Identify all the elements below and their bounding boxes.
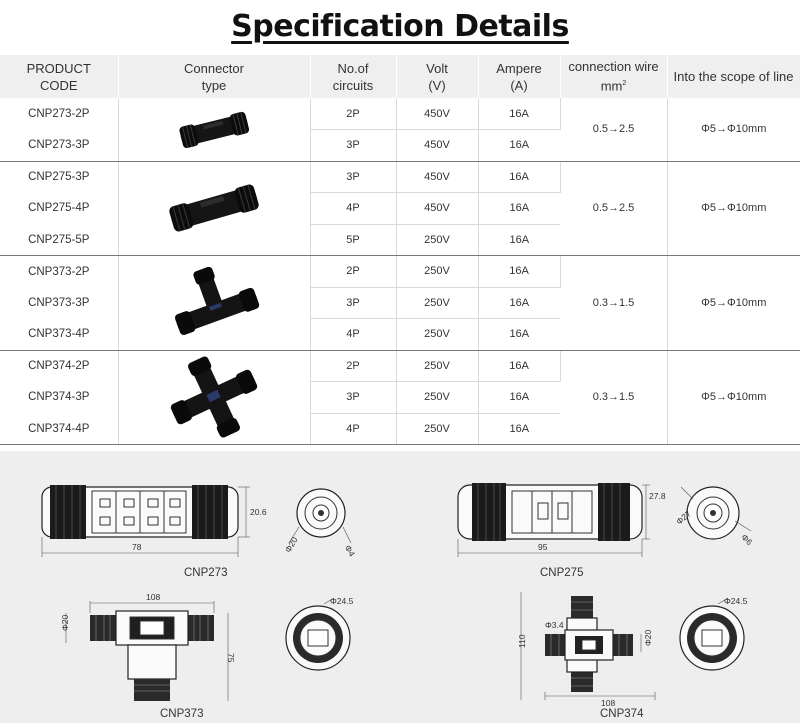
ampere-cell: 16A xyxy=(478,193,560,225)
cnp273-drawing-label: CNP273 xyxy=(184,567,228,579)
ampere-cell: 16A xyxy=(478,413,560,445)
volt-cell: 250V xyxy=(396,319,478,351)
ampere-cell: 16A xyxy=(478,224,560,256)
header-product-code: PRODUCT CODE xyxy=(0,55,118,98)
header-connection-wire: connection wire $mm^2$ xyxy=(560,55,667,98)
line-scope-cell: Φ5→Φ10mm xyxy=(667,161,800,256)
volt-cell: 450V xyxy=(396,161,478,193)
ampere-cell: 16A xyxy=(478,350,560,382)
ampere-cell: 16A xyxy=(478,130,560,162)
cnp373-drawing xyxy=(50,591,250,703)
cnp275-connector-photo xyxy=(118,161,310,256)
technical-drawings-panel xyxy=(0,451,800,723)
volt-cell: 250V xyxy=(396,413,478,445)
ampere-cell: 16A xyxy=(478,256,560,288)
ampere-cell: 16A xyxy=(478,98,560,130)
cnp374-width-dim: 108 xyxy=(601,698,616,708)
specification-table xyxy=(0,55,801,445)
header-ampere: Ampere (A) xyxy=(478,55,560,98)
cnp275-length-dim: 95 xyxy=(538,542,548,552)
product-code-cell: CNP273-3P xyxy=(0,130,118,162)
product-code-cell: CNP374-3P xyxy=(0,382,118,414)
ampere-cell: 16A xyxy=(478,161,560,193)
product-code-cell: CNP275-5P xyxy=(0,224,118,256)
cnp373-width-dim: 108 xyxy=(146,592,161,602)
cnp275-outer-dia: Φ27 xyxy=(674,508,693,527)
cnp273-inner-dia: Φ4 xyxy=(342,543,358,559)
connection-wire-cell: 0.5→2.5 xyxy=(560,98,667,161)
cnp275-end-drawing xyxy=(675,481,770,556)
cnp374-end-drawing xyxy=(672,594,772,674)
circuits-cell: 3P xyxy=(310,161,396,193)
cnp374-small-dia: Φ3.4 xyxy=(545,620,564,630)
circuits-cell: 5P xyxy=(310,224,396,256)
ampere-cell: 16A xyxy=(478,287,560,319)
circuits-cell: 2P xyxy=(310,256,396,288)
volt-cell: 250V xyxy=(396,224,478,256)
cnp273-connector-photo xyxy=(118,98,310,161)
cnp275-height-dim: 27.8 xyxy=(649,491,666,501)
product-code-cell: CNP373-2P xyxy=(0,256,118,288)
table-header-row xyxy=(0,55,800,98)
circuits-cell: 3P xyxy=(310,382,396,414)
ampere-cell: 16A xyxy=(478,319,560,351)
cnp374-drawing xyxy=(505,588,675,706)
circuits-cell: 4P xyxy=(310,413,396,445)
circuits-cell: 2P xyxy=(310,98,396,130)
circuits-cell: 4P xyxy=(310,193,396,225)
cnp273-side-drawing xyxy=(30,473,280,565)
cnp374-height-dim: 110 xyxy=(517,634,527,648)
header-line-scope: Into the scope of line xyxy=(667,55,800,98)
cnp374-side-dia: Φ20 xyxy=(643,629,653,646)
volt-cell: 450V xyxy=(396,130,478,162)
cnp373-drawing-label: CNP373 xyxy=(160,708,204,720)
product-code-cell: CNP374-4P xyxy=(0,413,118,445)
volt-cell: 250V xyxy=(396,382,478,414)
product-code-cell: CNP374-2P xyxy=(0,350,118,382)
line-scope-cell: Φ5→Φ10mm xyxy=(667,350,800,445)
volt-cell: 250V xyxy=(396,350,478,382)
page-title: Specification Details xyxy=(231,8,569,44)
product-code-cell: CNP275-4P xyxy=(0,193,118,225)
ampere-cell: 16A xyxy=(478,382,560,414)
header-connector-type: Connector type xyxy=(118,55,310,98)
volt-cell: 450V xyxy=(396,98,478,130)
volt-cell: 450V xyxy=(396,193,478,225)
line-scope-cell: Φ5→Φ10mm xyxy=(667,98,800,161)
connection-wire-cell: 0.3→1.5 xyxy=(560,256,667,351)
page-title-container xyxy=(0,0,800,52)
cnp273-outer-dia: Φ20 xyxy=(282,535,300,555)
cnp275-drawing-label: CNP275 xyxy=(540,567,584,579)
cnp373-end-dia: Φ24.5 xyxy=(330,596,354,606)
cnp373-connector-photo xyxy=(118,256,310,351)
cnp275-side-drawing xyxy=(450,473,675,565)
cnp275-inner-dia: Φ6 xyxy=(739,531,755,548)
cnp273-length-dim: 78 xyxy=(132,542,142,552)
circuits-cell: 2P xyxy=(310,350,396,382)
product-code-cell: CNP373-4P xyxy=(0,319,118,351)
table-row xyxy=(0,98,800,130)
product-code-cell: CNP373-3P xyxy=(0,287,118,319)
cnp373-end-drawing xyxy=(278,594,378,674)
table-row xyxy=(0,161,800,193)
cnp373-side-dia: Φ20 xyxy=(60,614,70,631)
table-row xyxy=(0,350,800,382)
cnp273-end-drawing xyxy=(282,481,365,559)
cnp374-connector-photo xyxy=(118,350,310,445)
cnp374-end-dia: Φ24.5 xyxy=(724,596,748,606)
circuits-cell: 3P xyxy=(310,130,396,162)
volt-cell: 250V xyxy=(396,287,478,319)
cnp273-height-dim: 20.6 xyxy=(250,507,267,517)
header-circuits: No.of circuits xyxy=(310,55,396,98)
product-code-cell: CNP273-2P xyxy=(0,98,118,130)
header-volt: Volt (V) xyxy=(396,55,478,98)
circuits-cell: 4P xyxy=(310,319,396,351)
table-row xyxy=(0,256,800,288)
cnp373-height-dim: 75 xyxy=(226,653,236,663)
line-scope-cell: Φ5→Φ10mm xyxy=(667,256,800,351)
connection-wire-cell: 0.5→2.5 xyxy=(560,161,667,256)
product-code-cell: CNP275-3P xyxy=(0,161,118,193)
volt-cell: 250V xyxy=(396,256,478,288)
cnp374-drawing-label: CNP374 xyxy=(600,708,644,720)
circuits-cell: 3P xyxy=(310,287,396,319)
connection-wire-cell: 0.3→1.5 xyxy=(560,350,667,445)
